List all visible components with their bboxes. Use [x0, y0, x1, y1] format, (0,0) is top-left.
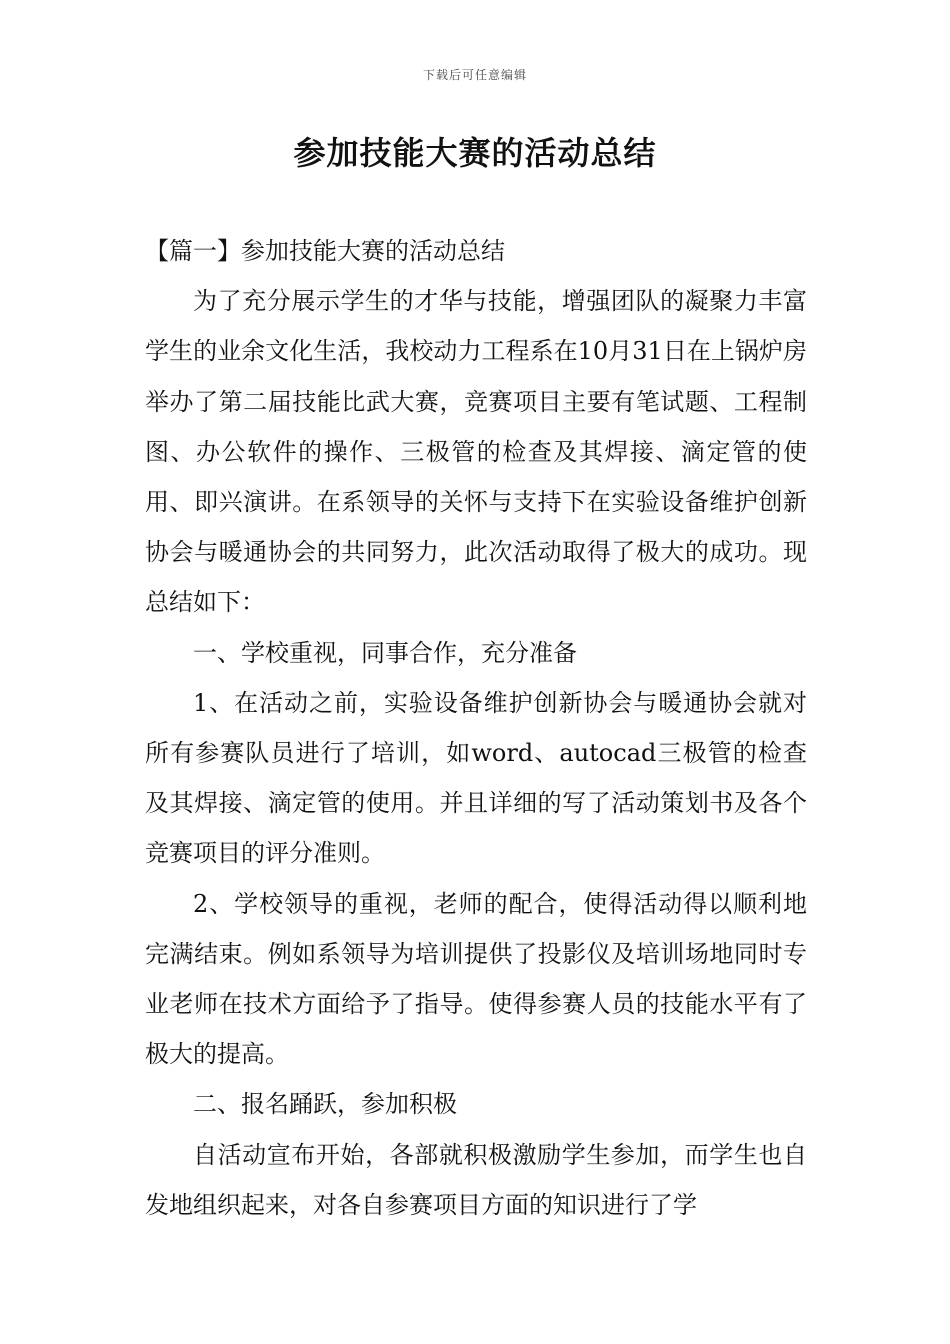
section-heading: 【篇一】参加技能大赛的活动总结 [145, 237, 505, 265]
paragraph-intro: 为了充分展示学生的才华与技能，增强团队的凝聚力丰富学生的业余文化生活，我校动力工程系在10月31日在上锅炉房举办了第二届技能比武大赛，竞赛项目主要有笔试题、工程制图、办公软件的操作、三极管的检查及其焊接、滴定管的使用、即兴演讲。在系领导的关怀与支持下在实验设备维护创新协会与暖通协会的共同努力，此次活动取得了极大的成功。现总结如下： [145, 287, 807, 617]
paragraph-registration: 自活动宣布开始，各部就积极激励学生参加，而学生也自发地组织起来，对各自参赛项目方面的知识进行了学 [145, 1140, 807, 1219]
paragraph-item-1: 1、在活动之前，实验设备维护创新协会与暖通协会就对所有参赛队员进行了培训，如word、autocad三极管的检查及其焊接、滴定管的使用。并且详细的写了活动策划书及各个竞赛项目的评分准则。 [145, 688, 807, 868]
document-body [145, 226, 807, 1230]
header-note: 下载后可任意编辑 [422, 68, 527, 82]
paragraph-item-2: 2、学校领导的重视，老师的配合，使得活动得以顺利地完满结束。例如系领导为培训提供了投影仪及培训场地同时专业老师在技术方面给予了指导。使得参赛人员的技能水平有了极大的提高。 [145, 889, 807, 1069]
subheading-two: 二、报名踊跃，参加积极 [193, 1090, 457, 1119]
document-title: 参加技能大赛的活动总结 [293, 134, 657, 172]
subheading-one: 一、学校重视，同事合作，充分准备 [193, 638, 577, 667]
